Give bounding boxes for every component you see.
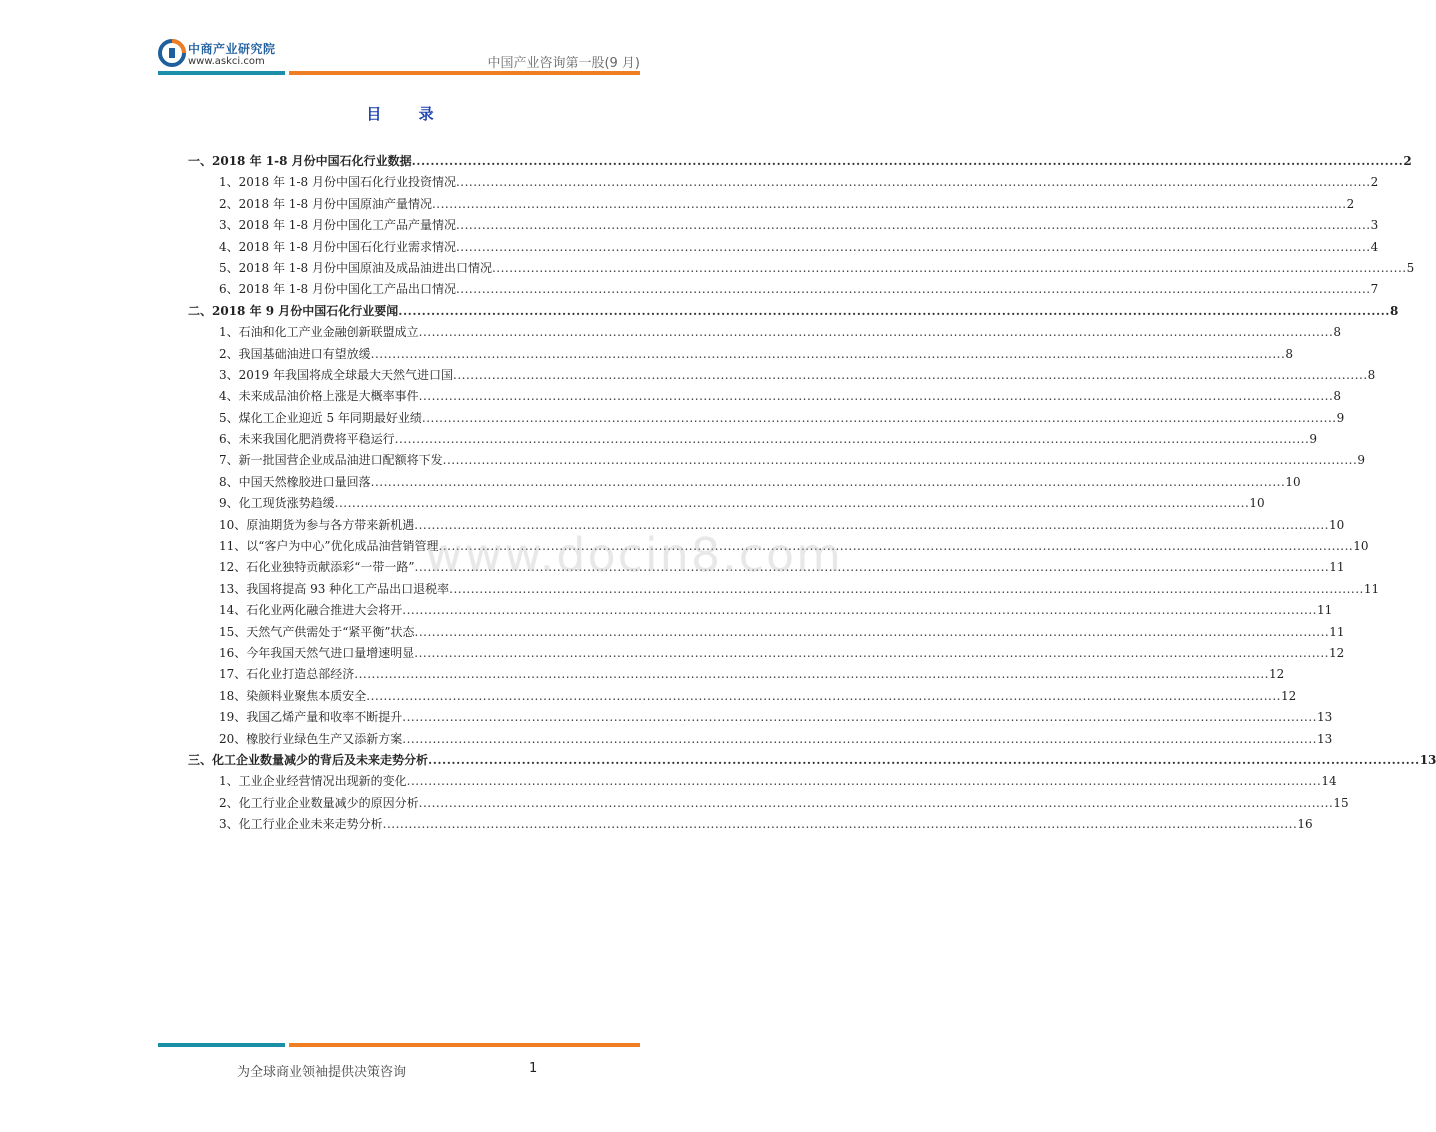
toc-entry-label: 1、石油和化工产业金融创新联盟成立 [219,325,419,340]
toc-entry-label: 8、中国天然橡胶进口量回落 [219,474,371,489]
header-divider-orange [289,71,640,75]
toc-entry-label: 5、煤化工企业迎近 5 年同期最好业绩 [219,410,422,425]
toc-page-number: 8 [1367,367,1376,382]
toc-entry-label: 1、2018 年 1-8 月份中国石化行业投资情况 [219,175,456,190]
toc-item[interactable] [188,365,1376,386]
toc-item[interactable] [188,814,1313,835]
toc-leader [456,172,1371,193]
toc-item[interactable] [188,408,1345,429]
toc-leader [456,279,1371,300]
toc-leader [419,793,1334,814]
toc-item[interactable] [188,237,1379,258]
toc-leader [335,493,1250,514]
toc-section-1[interactable] [188,151,1412,172]
toc-entry-label: 三、化工企业数量减少的背后及未来走势分析 [188,752,429,767]
toc-item[interactable] [188,279,1379,300]
toc-item[interactable] [188,450,1365,471]
logo-mark-icon [158,39,186,67]
toc-item[interactable] [188,771,1337,792]
toc-item[interactable] [188,472,1301,493]
toc-entry-label: 2、化工行业企业数量减少的原因分析 [219,795,419,810]
toc-page-number: 4 [1370,239,1379,254]
toc-leader [456,237,1371,258]
table-of-contents [188,151,1436,836]
toc-leader [453,365,1368,386]
toc-entry-label: 9、化工现货涨势趋缓 [219,496,335,511]
toc-leader [395,429,1310,450]
toc-entry-label: 18、染颜料业聚焦本质安全 [219,688,367,703]
watermark: www.docin8.com [425,528,843,582]
toc-entry-label: 6、2018 年 1-8 月份中国化工产品出口情况 [219,282,456,297]
toc-entry-label: 2、我国基础油进口有望放缓 [219,346,371,361]
toc-entry-label: 4、2018 年 1-8 月份中国石化行业需求情况 [219,239,456,254]
toc-leader [415,622,1330,643]
toc-entry-label: 10、原油期货为参与各方带来新机遇 [219,517,415,532]
toc-section-3[interactable] [188,750,1436,771]
toc-entry-label: 7、新一批国营企业成品油进口配额将下发 [219,453,443,468]
toc-entry-label: 一、2018 年 1-8 月份中国石化行业数据 [188,154,412,168]
toc-page-number: 9 [1336,410,1345,425]
toc-page-number: 9 [1357,453,1365,468]
toc-page-number: 16 [1297,817,1313,832]
toc-entry-label: 12、石化业独特贡献添彩“一带一路” [219,560,415,575]
toc-leader [354,664,1269,685]
toc-page-number: 8 [1389,303,1399,318]
toc-page-number: 10 [1328,517,1345,532]
toc-page-number: 13 [1316,710,1333,725]
footer-divider-teal [158,1043,285,1047]
toc-page-number: 8 [1285,346,1293,361]
toc-entry-label: 13、我国将提高 93 种化工产品出口退税率 [219,581,450,596]
toc-page-number: 2 [1370,175,1379,190]
toc-page-number: 11 [1329,560,1345,575]
toc-item[interactable] [188,793,1349,814]
toc-leader [456,215,1371,236]
toc-page-number: 8 [1333,325,1341,340]
toc-leader [402,600,1317,621]
toc-page-number: 11 [1316,603,1333,618]
toc-page-number: 8 [1333,389,1341,404]
toc-leader [422,408,1337,429]
toc-item[interactable] [188,194,1355,215]
toc-item[interactable] [188,493,1265,514]
toc-item[interactable] [188,386,1341,407]
toc-leader [412,151,1404,172]
toc-page-number: 11 [1363,581,1380,596]
toc-item[interactable] [188,643,1345,664]
header-divider-teal [158,71,285,75]
toc-entry-label: 5、2018 年 1-8 月份中国原油及成品油进出口情况 [219,260,492,275]
toc-item[interactable] [188,172,1379,193]
toc-entry-label: 11、以“客户为中心”优化成品油营销管理 [219,539,439,554]
toc-entry-label: 15、天然气产供需处于“紧平衡”状态 [219,624,415,639]
toc-entry-label: 1、工业企业经营情况出现新的变化 [219,774,407,789]
toc-page-number: 15 [1333,795,1349,810]
toc-item[interactable] [188,729,1333,750]
toc-entry-label: 17、石化业打造总部经济 [219,667,355,682]
toc-entry-label: 14、石化业两化融合推进大会将开 [219,603,403,618]
toc-entry-label: 20、橡胶行业绿色生产又添新方案 [219,731,403,746]
toc-page-number: 5 [1406,260,1415,275]
toc-leader [414,643,1329,664]
toc-leader [371,472,1286,493]
toc-item[interactable] [188,344,1293,365]
toc-entry-label: 16、今年我国天然气进口量增速明显 [219,645,415,660]
toc-entry-label: 3、2019 年我国将成全球最大天然气进口国 [219,367,453,382]
toc-leader [398,301,1390,322]
toc-leader [407,771,1322,792]
toc-item[interactable] [188,664,1285,685]
toc-page-number: 7 [1370,282,1379,297]
toc-item[interactable] [188,622,1345,643]
toc-entry-label: 3、2018 年 1-8 月份中国化工产品产量情况 [219,218,456,233]
toc-page-number: 2 [1346,196,1355,211]
toc-page-number: 10 [1285,474,1301,489]
toc-page-number: 9 [1309,432,1317,447]
toc-page-number: 13 [1316,731,1333,746]
footer-divider-orange [289,1043,640,1047]
toc-page-number: 13 [1419,752,1436,767]
footer-tagline: 为全球商业领袖提供决策咨询 [237,1065,407,1080]
toc-leader [443,450,1358,471]
toc-item[interactable] [188,707,1333,728]
toc-leader [402,729,1317,750]
toc-leader [419,322,1334,343]
toc-entry-label: 3、化工行业企业未来走势分析 [219,817,383,832]
toc-page-number: 12 [1280,688,1297,703]
toc-leader [366,686,1281,707]
report-title: 中国产业咨询第一股(9 月) [487,56,640,71]
toc-item[interactable] [188,579,1380,600]
toc-entry-label: 19、我国乙烯产量和收率不断提升 [219,710,403,725]
logo-url: www.askci.com [188,56,265,67]
toc-entry-label: 二、2018 年 9 月份中国石化行业要闻 [188,303,399,318]
toc-leader [432,194,1347,215]
toc-item[interactable] [188,322,1341,343]
toc-item[interactable] [188,600,1333,621]
toc-leader [383,814,1298,835]
toc-leader [419,386,1334,407]
toc-page-number: 14 [1321,774,1337,789]
toc-item[interactable] [188,686,1297,707]
toc-page-number: 12 [1328,645,1345,660]
toc-page-number: 3 [1370,218,1379,233]
toc-leader [371,344,1286,365]
toc-page-number: 11 [1329,624,1345,639]
toc-section-2[interactable] [188,301,1399,322]
toc-entry-label: 4、未来成品油价格上涨是大概率事件 [219,389,419,404]
toc-title: 目 录 [366,105,450,123]
toc-page-number: 2 [1403,154,1412,168]
toc-leader [402,707,1317,728]
toc-page-number: 10 [1353,539,1369,554]
toc-item[interactable] [188,429,1317,450]
logo-name: 中商产业研究院 [188,42,276,56]
toc-entry-label: 6、未来我国化肥消费将平稳运行 [219,432,395,447]
toc-leader [492,258,1407,279]
toc-page-number: 10 [1249,496,1265,511]
toc-item[interactable] [188,258,1415,279]
toc-leader [449,579,1364,600]
toc-leader [428,750,1420,771]
toc-entry-label: 2、2018 年 1-8 月份中国原油产量情况 [219,196,432,211]
toc-page-number: 12 [1268,667,1285,682]
page-number: 1 [529,1061,538,1076]
toc-item[interactable] [188,215,1379,236]
